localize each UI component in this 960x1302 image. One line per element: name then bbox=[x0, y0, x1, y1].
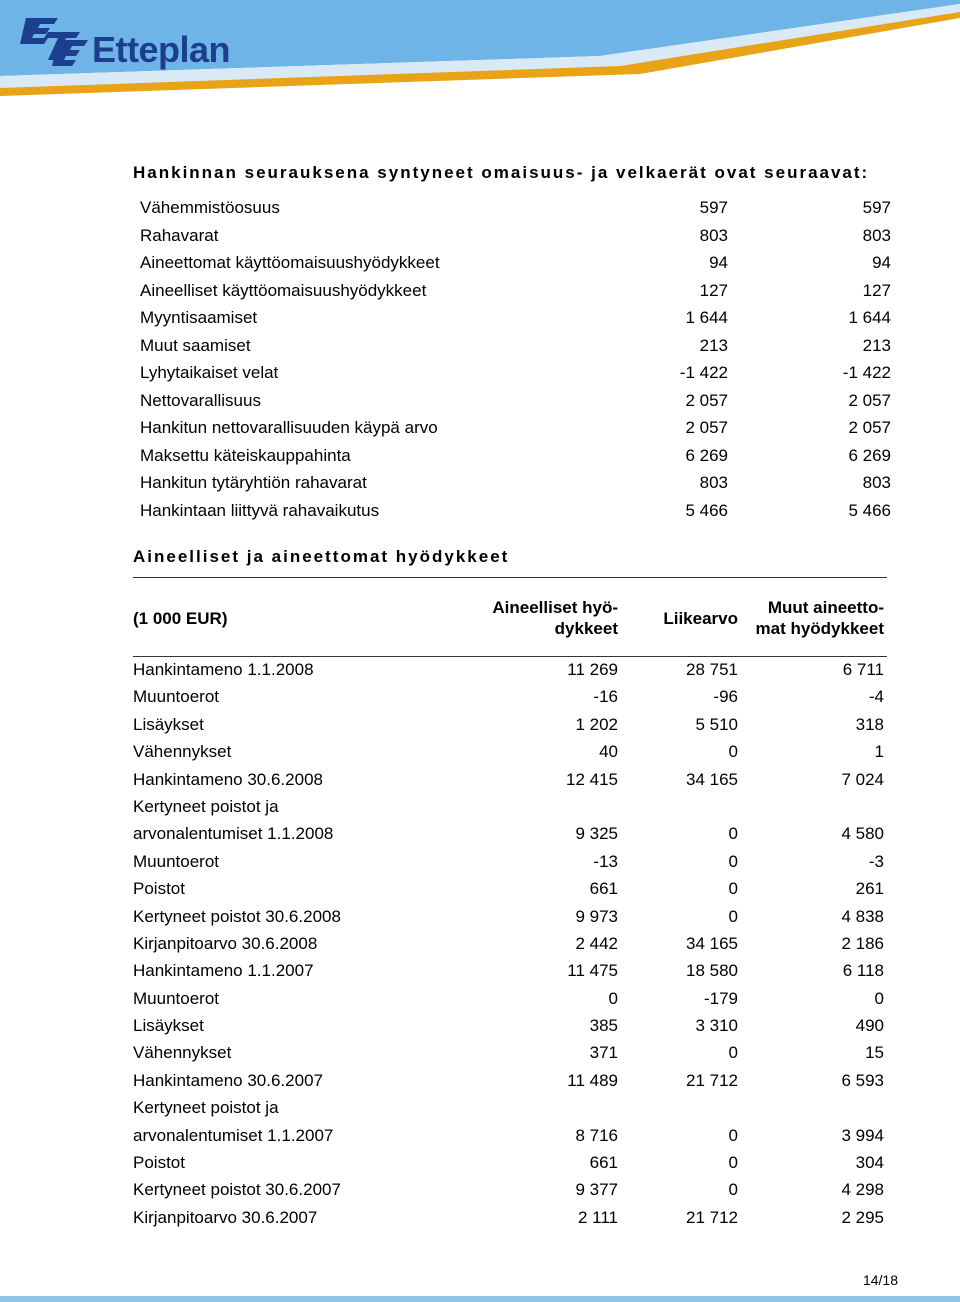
cell-other-intangible: 15 bbox=[865, 1043, 884, 1063]
page-header bbox=[0, 0, 960, 100]
row-label: Poistot bbox=[133, 879, 185, 899]
table-row bbox=[133, 877, 885, 904]
page-number: 14/18 bbox=[862, 1272, 898, 1288]
row-value-2: -1 422 bbox=[842, 363, 891, 382]
cell-tangible: 9 325 bbox=[575, 824, 618, 844]
row-value-2: 597 bbox=[862, 198, 891, 217]
cell-other-intangible: 3 994 bbox=[841, 1125, 884, 1145]
etteplan-logo-icon bbox=[18, 14, 88, 66]
table-header-rule bbox=[133, 656, 887, 657]
row-label: Hankintameno 30.6.2007 bbox=[133, 1070, 323, 1090]
row-label: Kirjanpitoarvo 30.6.2008 bbox=[133, 933, 318, 953]
table-row bbox=[133, 987, 885, 1014]
cell-goodwill: -179 bbox=[703, 988, 738, 1008]
cell-other-intangible: -3 bbox=[868, 851, 884, 871]
cell-goodwill: 0 bbox=[728, 906, 738, 926]
row-value: 127 bbox=[699, 280, 728, 300]
cell-other-intangible: 1 bbox=[874, 742, 884, 762]
cell-other-intangible: 490 bbox=[855, 1016, 884, 1036]
cell-other-intangible: 2 295 bbox=[841, 1207, 884, 1227]
cell-goodwill: 0 bbox=[728, 1043, 738, 1063]
cell-other-intangible: 7 024 bbox=[841, 769, 884, 789]
cell-other-intangible: -4 bbox=[868, 687, 884, 707]
row-label: Hankintameno 1.1.2008 bbox=[133, 660, 314, 679]
cell-goodwill: 5 510 bbox=[695, 714, 738, 734]
cell-other-intangible: 6 593 bbox=[841, 1070, 884, 1090]
cell-goodwill: 18 580 bbox=[686, 961, 738, 981]
cell-goodwill: 0 bbox=[728, 1180, 738, 1200]
table-row bbox=[133, 713, 885, 740]
cell-tangible: 11 269 bbox=[567, 660, 618, 679]
row-value-2: 1 644 bbox=[848, 308, 891, 327]
cell-other-intangible: 2 186 bbox=[841, 933, 884, 953]
row-label: Vähennykset bbox=[133, 742, 232, 762]
row-value-2: 5 466 bbox=[848, 500, 891, 520]
table-row bbox=[140, 196, 892, 224]
table-row bbox=[140, 334, 892, 362]
cell-tangible: 11 475 bbox=[567, 961, 618, 981]
row-label: Kirjanpitoarvo 30.6.2007 bbox=[133, 1207, 318, 1227]
row-label: Kertyneet poistot ja bbox=[133, 1098, 279, 1118]
column-header-tangible-line2: dykkeet bbox=[554, 619, 618, 638]
row-label: Muuntoerot bbox=[133, 851, 219, 871]
row-value: 803 bbox=[699, 225, 728, 245]
cell-tangible: 12 415 bbox=[566, 769, 618, 789]
assets-table bbox=[133, 658, 885, 1233]
row-label: Vähennykset bbox=[133, 1043, 232, 1063]
row-value: 597 bbox=[699, 198, 728, 217]
row-label: Lisäykset bbox=[133, 714, 204, 734]
column-header-tangible bbox=[470, 597, 618, 639]
cell-other-intangible: 6 118 bbox=[842, 961, 884, 981]
row-value-2: 6 269 bbox=[848, 445, 891, 465]
table-row bbox=[133, 1151, 885, 1178]
cell-tangible: 40 bbox=[599, 742, 618, 762]
cell-goodwill: 0 bbox=[728, 1125, 738, 1145]
row-value: 6 269 bbox=[685, 445, 728, 465]
table-row bbox=[133, 905, 885, 932]
column-header-tangible-line1: Aineelliset hyö- bbox=[492, 598, 618, 617]
row-label: Kertyneet poistot 30.6.2007 bbox=[133, 1180, 341, 1200]
row-label: Aineettomat käyttöomaisuushyödykkeet bbox=[140, 253, 440, 272]
cell-tangible: 385 bbox=[589, 1016, 618, 1036]
table-row bbox=[133, 959, 885, 986]
cell-goodwill: 0 bbox=[728, 824, 738, 844]
cell-tangible: 11 489 bbox=[567, 1070, 618, 1090]
footer-bar bbox=[0, 1296, 960, 1302]
cell-other-intangible: 304 bbox=[855, 1153, 884, 1173]
table-row bbox=[140, 389, 892, 417]
table-row bbox=[140, 499, 892, 527]
table-row bbox=[140, 224, 892, 252]
table-row bbox=[133, 1178, 885, 1205]
cell-tangible: 661 bbox=[589, 1153, 618, 1173]
cell-tangible: 371 bbox=[589, 1043, 618, 1063]
row-label: Hankintaan liittyvä rahavaikutus bbox=[140, 500, 380, 520]
cell-tangible: 2 442 bbox=[575, 933, 618, 953]
table-row bbox=[133, 658, 885, 685]
column-header-other-intangible-line2: mat hyödykkeet bbox=[755, 619, 884, 638]
row-label: Aineelliset käyttöomaisuushyödykkeet bbox=[140, 280, 427, 300]
row-label: Myyntisaamiset bbox=[140, 308, 258, 327]
row-value-2: 2 057 bbox=[848, 418, 891, 437]
cell-tangible: 1 202 bbox=[575, 714, 618, 734]
row-value: 5 466 bbox=[685, 500, 728, 520]
table-row bbox=[133, 685, 885, 712]
row-label: Lyhytaikaiset velat bbox=[140, 363, 279, 382]
table-row bbox=[133, 850, 885, 877]
row-label: Muuntoerot bbox=[133, 988, 219, 1008]
cell-other-intangible: 318 bbox=[855, 714, 884, 734]
row-value-2: 803 bbox=[862, 473, 891, 492]
cell-other-intangible: 4 580 bbox=[841, 824, 884, 844]
table-row bbox=[133, 1124, 885, 1151]
cell-goodwill: 0 bbox=[728, 1153, 738, 1173]
table-row bbox=[140, 361, 892, 389]
row-label: Poistot bbox=[133, 1153, 185, 1173]
row-value: -1 422 bbox=[679, 363, 728, 382]
cell-tangible: -16 bbox=[593, 687, 618, 707]
row-value: 1 644 bbox=[685, 308, 728, 327]
cell-tangible: 8 716 bbox=[575, 1125, 618, 1145]
cell-goodwill: 0 bbox=[728, 851, 738, 871]
row-label: Rahavarat bbox=[140, 225, 219, 245]
cell-tangible: 0 bbox=[608, 988, 618, 1008]
row-label: Muuntoerot bbox=[133, 687, 219, 707]
row-label: Maksettu käteiskauppahinta bbox=[140, 445, 351, 465]
cell-goodwill: 21 712 bbox=[686, 1070, 738, 1090]
table-row bbox=[140, 416, 892, 444]
row-label: arvonalentumiset 1.1.2008 bbox=[133, 824, 334, 844]
cell-goodwill: 34 165 bbox=[686, 933, 738, 953]
cell-goodwill: 21 712 bbox=[686, 1207, 738, 1227]
column-header-other-intangible-line1: Muut aineetto- bbox=[767, 598, 884, 617]
cell-goodwill: 34 165 bbox=[686, 769, 738, 789]
cell-other-intangible: 6 711 bbox=[842, 660, 884, 679]
cell-goodwill: 3 310 bbox=[695, 1016, 738, 1036]
row-label: Kertyneet poistot 30.6.2008 bbox=[133, 906, 341, 926]
row-value-2: 2 057 bbox=[848, 390, 891, 410]
column-header-goodwill: Liikearvo bbox=[663, 609, 738, 628]
table-row bbox=[140, 251, 892, 279]
row-label: Hankintameno 1.1.2007 bbox=[133, 961, 314, 981]
table-row bbox=[140, 471, 892, 499]
row-value: 2 057 bbox=[685, 418, 728, 437]
table-row bbox=[133, 740, 885, 767]
table-row bbox=[133, 1096, 885, 1123]
cell-goodwill: 0 bbox=[728, 742, 738, 762]
row-label: Kertyneet poistot ja bbox=[133, 796, 279, 816]
cell-tangible: -13 bbox=[593, 851, 618, 871]
acquisition-title: Hankinnan seurauksena syntyneet omaisuus- ja velkaerät ovat seuraavat: bbox=[133, 163, 870, 182]
row-label: Vähemmistöosuus bbox=[140, 198, 280, 217]
row-label: Hankitun nettovarallisuuden käypä arvo bbox=[140, 418, 438, 437]
row-value: 213 bbox=[699, 335, 728, 355]
table-row bbox=[133, 1041, 885, 1068]
row-value: 803 bbox=[699, 473, 728, 492]
cell-goodwill: 28 751 bbox=[686, 660, 738, 679]
table-row bbox=[133, 1206, 885, 1233]
cell-goodwill: 0 bbox=[728, 879, 738, 899]
cell-tangible: 9 377 bbox=[575, 1180, 618, 1200]
column-header-unit: (1 000 EUR) bbox=[133, 609, 228, 628]
row-label: Hankitun tytäryhtiön rahavarat bbox=[140, 473, 367, 492]
row-value-2: 213 bbox=[862, 335, 891, 355]
row-value: 2 057 bbox=[685, 390, 728, 410]
row-value-2: 94 bbox=[872, 253, 891, 272]
column-header-other-intangible bbox=[740, 597, 884, 639]
row-label: Lisäykset bbox=[133, 1016, 204, 1036]
acquisition-table bbox=[140, 196, 892, 526]
row-label: Hankintameno 30.6.2008 bbox=[133, 769, 323, 789]
assets-title: Aineelliset ja aineettomat hyödykkeet bbox=[133, 547, 510, 566]
row-label: Muut saamiset bbox=[140, 335, 251, 355]
table-row bbox=[140, 444, 892, 472]
row-label: arvonalentumiset 1.1.2007 bbox=[133, 1125, 334, 1145]
table-row bbox=[133, 932, 885, 959]
row-value-2: 803 bbox=[862, 225, 891, 245]
row-label: Nettovarallisuus bbox=[140, 390, 261, 410]
table-row bbox=[133, 1014, 885, 1041]
cell-other-intangible: 4 298 bbox=[841, 1180, 884, 1200]
cell-tangible: 9 973 bbox=[575, 906, 618, 926]
table-row bbox=[140, 306, 892, 334]
cell-goodwill: -96 bbox=[713, 687, 738, 707]
cell-other-intangible: 261 bbox=[855, 879, 884, 899]
cell-other-intangible: 4 838 bbox=[841, 906, 884, 926]
brand-name: Etteplan bbox=[92, 29, 231, 70]
cell-tangible: 661 bbox=[589, 879, 618, 899]
cell-tangible: 2 111 bbox=[577, 1207, 618, 1227]
table-row bbox=[133, 1069, 885, 1096]
table-top-rule bbox=[133, 577, 887, 578]
table-row bbox=[133, 795, 885, 822]
cell-other-intangible: 0 bbox=[874, 988, 884, 1008]
table-row bbox=[133, 768, 885, 795]
table-row bbox=[140, 279, 892, 307]
table-row bbox=[133, 822, 885, 849]
row-value-2: 127 bbox=[862, 280, 891, 300]
row-value: 94 bbox=[709, 253, 728, 272]
